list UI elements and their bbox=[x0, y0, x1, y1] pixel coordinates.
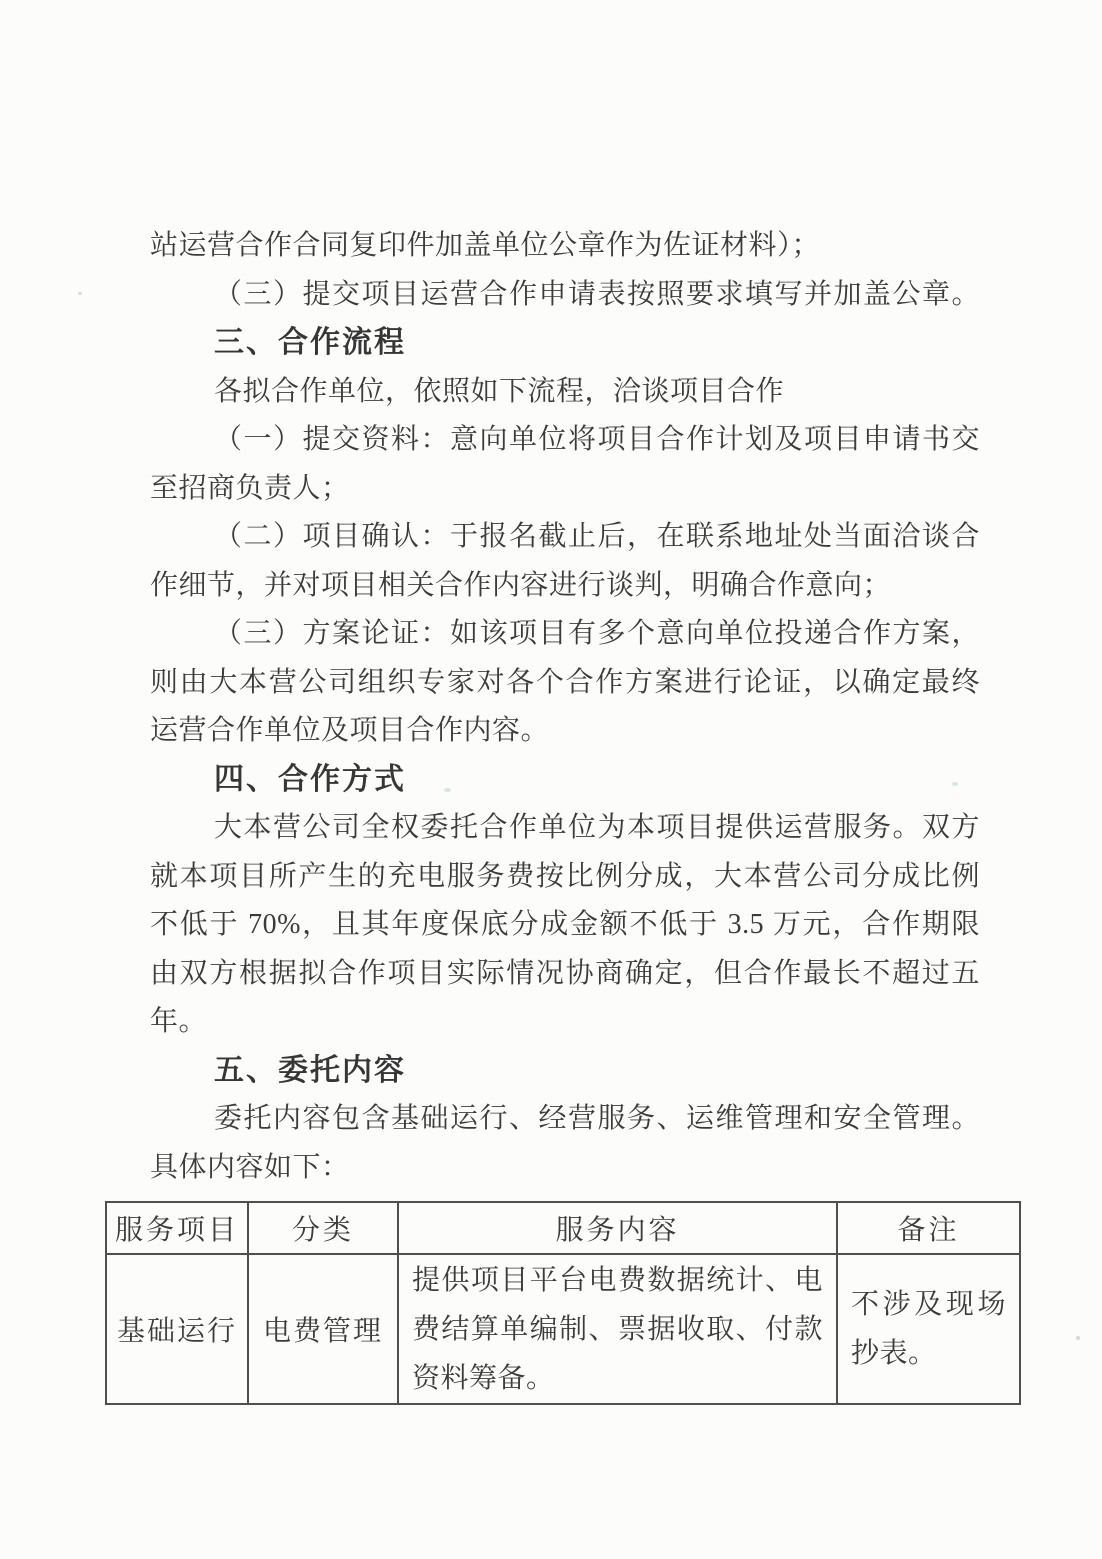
text-line: 站运营合作合同复印件加盖单位公章作为佐证材料）； bbox=[150, 230, 821, 261]
text-line: 不低于 70%，且其年度保底分成金额不低于 3.5 万元，合作期限 bbox=[150, 909, 980, 940]
header-remark: 备注 bbox=[837, 1202, 1020, 1254]
table-row bbox=[106, 1254, 1020, 1404]
text-line: （一）提交资料：意向单位将项目合作计划及项目申请书交 bbox=[214, 424, 980, 455]
text-line: 作细节，并对项目相关合作内容进行谈判，明确合作意向； bbox=[150, 569, 892, 601]
text-line: 大本营公司全权委托合作单位为本项目提供运营服务。双方 bbox=[214, 812, 980, 843]
text-line: 具体内容如下： bbox=[150, 1151, 350, 1183]
text-line: 则由大本营公司组织专家对各个合作方案进行论证，以确定最终 bbox=[150, 666, 980, 698]
scan-speck bbox=[444, 788, 451, 792]
cell-category: 电费管理 bbox=[248, 1254, 398, 1404]
scan-speck bbox=[1076, 1336, 1080, 1340]
header-service-item: 服务项目 bbox=[106, 1202, 248, 1254]
text-lines bbox=[150, 222, 980, 1192]
service-content-line: 资料筹备。 bbox=[412, 1362, 555, 1394]
service-content-line: 提供项目平台电费数据统计、电 bbox=[412, 1264, 823, 1296]
section-heading: 五、委托内容 bbox=[214, 1053, 406, 1087]
document-body bbox=[114, 222, 1006, 1405]
cell-remark bbox=[837, 1254, 1020, 1404]
header-service-content: 服务内容 bbox=[398, 1202, 837, 1254]
remark-line: 抄表。 bbox=[851, 1338, 937, 1369]
section-heading: 三、合作流程 bbox=[214, 326, 406, 359]
scan-speck bbox=[78, 292, 82, 295]
text-line: 委托内容包含基础运行、经营服务、运维管理和安全管理。 bbox=[214, 1103, 980, 1134]
table-header-row bbox=[106, 1202, 1020, 1254]
text-line: 年。 bbox=[150, 1006, 208, 1037]
service-table bbox=[105, 1201, 1021, 1405]
text-line: 各拟合作单位，依照如下流程，洽谈项目合作 bbox=[214, 375, 785, 407]
text-line: 就本项目所产生的充电服务费按比例分成，大本营公司分成比例 bbox=[150, 860, 980, 892]
text-line: （三）方案论证：如该项目有多个意向单位投递合作方案， bbox=[214, 618, 980, 649]
service-content-line: 费结算单编制、票据收取、付款 bbox=[412, 1313, 823, 1345]
text-line: 至招商负责人； bbox=[150, 472, 350, 504]
cell-service-content bbox=[398, 1254, 837, 1404]
remark-line: 不涉及现场 bbox=[851, 1289, 1006, 1320]
cell-service-item: 基础运行 bbox=[106, 1254, 248, 1404]
text-line: （二）项目确认：于报名截止后，在联系地址处当面洽谈合 bbox=[214, 521, 980, 552]
header-category: 分类 bbox=[248, 1202, 398, 1254]
text-line: （三）提交项目运营合作申请表按照要求填写并加盖公章。 bbox=[214, 278, 980, 310]
text-line: 由双方根据拟合作项目实际情况协商确定，但合作最长不超过五 bbox=[150, 957, 980, 989]
text-line: 运营合作单位及项目合作内容。 bbox=[150, 715, 550, 746]
scan-speck bbox=[952, 782, 958, 786]
section-heading: 四、合作方式 bbox=[214, 762, 406, 796]
